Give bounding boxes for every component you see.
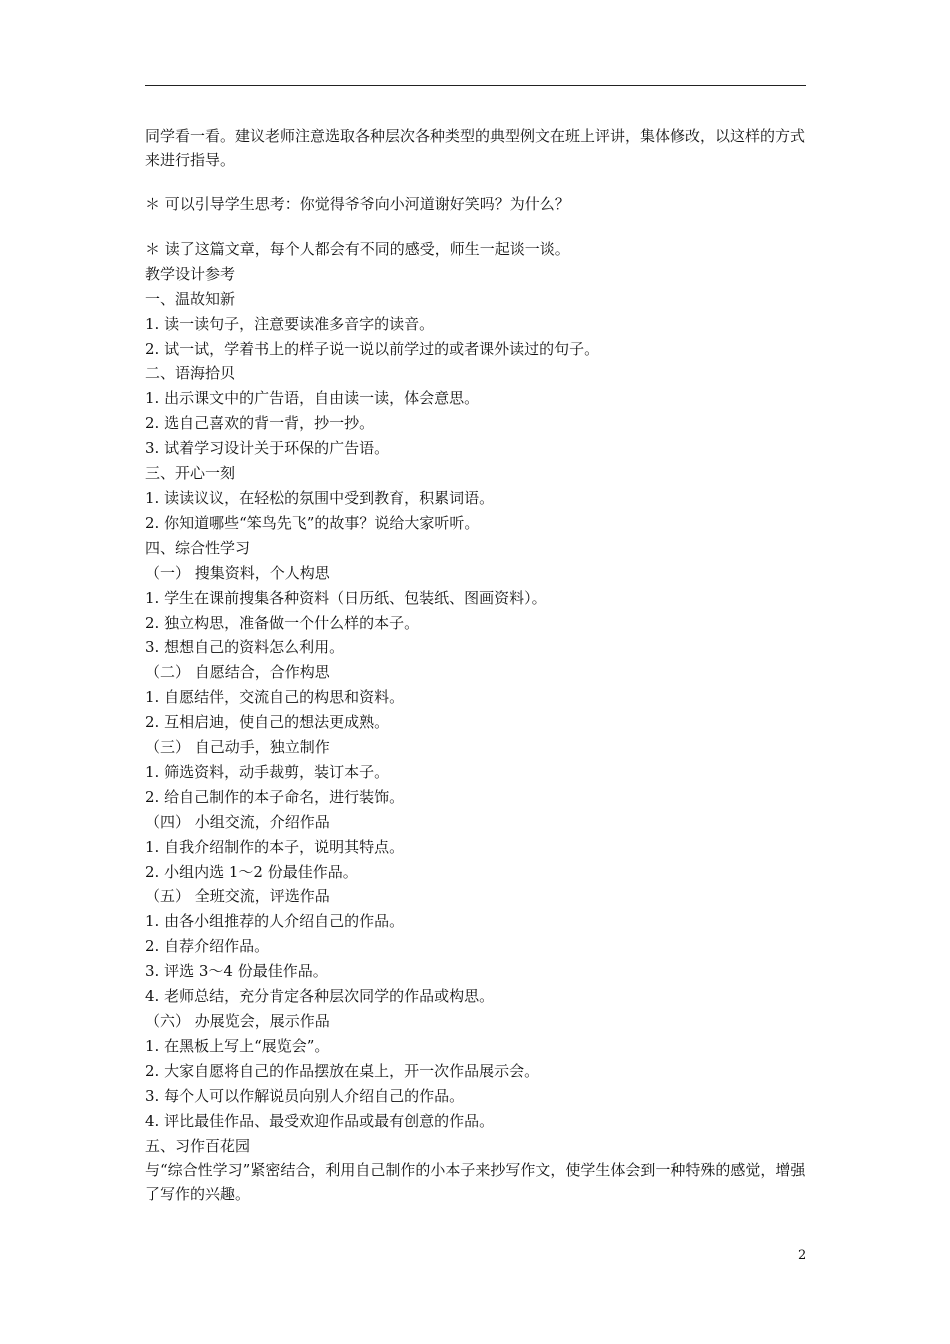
lesson-line: 4. 评比最佳作品、最受欢迎作品或最有创意的作品。 [145, 1111, 495, 1130]
closing-paragraph: 与“综合性学习”紧密结合，利用自己制作的小本子来抄写作文，使学生体会到一种特殊的感觉，增强了写作的兴趣。 [145, 1161, 806, 1204]
lesson-line: 二、语海拾贝 [145, 364, 236, 383]
page-number: 2 [798, 1248, 807, 1263]
lesson-line: 3. 想想自己的资料怎么利用。 [145, 638, 345, 657]
lesson-line: 2. 选自己喜欢的背一背，抄一抄。 [145, 414, 375, 433]
intro-paragraph: 同学看一看。建议老师注意选取各种层次各种类型的典型例文在班上评讲，集体修改，以这样的方式来进行指导。 [145, 127, 806, 169]
lesson-line: 一、温故知新 [145, 289, 236, 308]
lesson-line: 2. 大家自愿将自己的作品摆放在桌上，开一次作品展示会。 [145, 1061, 540, 1080]
lesson-line: 2. 你知道哪些“笨鸟先飞”的故事？说给大家听听。 [145, 513, 480, 532]
document-body [145, 124, 809, 1206]
lesson-line: （四） 小组交流，介绍作品 [145, 812, 330, 831]
lesson-line: 2. 独立构思，准备做一个什么样的本子。 [145, 613, 420, 632]
lesson-line: 1. 自愿结伴，交流自己的构思和资料。 [145, 688, 405, 707]
lesson-line: 1. 出示课文中的广告语，自由读一读，体会意思。 [145, 389, 480, 408]
lesson-line: （三） 自己动手，独立制作 [145, 738, 330, 757]
lesson-line: 1. 读一读句子，注意要读准多音字的读音。 [145, 314, 435, 333]
lesson-line: 3. 每个人可以作解说员向别人介绍自己的作品。 [145, 1086, 465, 1105]
header-rule [145, 85, 806, 86]
lesson-line: 2. 小组内选 1～2 份最佳作品。 [145, 862, 358, 881]
lesson-line: 教学设计参考 [145, 264, 236, 283]
lesson-line: 1. 由各小组推荐的人介绍自己的作品。 [145, 912, 405, 931]
lesson-line: （六） 办展览会，展示作品 [145, 1012, 330, 1030]
lesson-plan-lines [145, 262, 809, 1159]
lesson-line: 1. 自我介绍制作的本子，说明其特点。 [145, 837, 405, 856]
lesson-line: 1. 在黑板上写上“展览会”。 [145, 1036, 330, 1055]
lesson-line: 2. 互相启迪，使自己的想法更成熟。 [145, 713, 390, 732]
lesson-line: 1. 读读议议，在轻松的氛围中受到教育，积累词语。 [145, 488, 495, 507]
paragraph-gap [145, 172, 809, 192]
lesson-line: 三、开心一刻 [145, 464, 236, 483]
lesson-line: （一） 搜集资料，个人构思 [145, 563, 330, 582]
lesson-line: 2. 试一试，学着书上的样子说一说以前学过的或者课外读过的句子。 [145, 339, 600, 358]
tip-1: ＊ 可以引导学生思考：你觉得爷爷向小河道谢好笑吗？为什么？ [145, 195, 570, 213]
lesson-line: 1. 学生在课前搜集各种资料（日历纸、包装纸、图画资料）。 [145, 588, 547, 607]
lesson-line: 3. 试着学习设计关于环保的广告语。 [145, 439, 390, 458]
lesson-line: （五） 全班交流，评选作品 [145, 887, 330, 906]
lesson-line: （二） 自愿结合，合作构思 [145, 663, 330, 682]
lesson-line: 2. 自荐介绍作品。 [145, 937, 270, 956]
tip-2: ＊ 读了这篇文章，每个人都会有不同的感受，师生一起谈一谈。 [145, 239, 570, 258]
lesson-line: 2. 给自己制作的本子命名，进行装饰。 [145, 787, 405, 806]
lesson-line: 4. 老师总结，充分肯定各种层次同学的作品或构思。 [145, 987, 495, 1006]
paragraph-gap [145, 217, 809, 237]
lesson-line: 五、习作百花园 [145, 1136, 251, 1155]
lesson-line: 四、综合性学习 [145, 538, 251, 557]
lesson-line: 1. 筛选资料，动手裁剪，装订本子。 [145, 762, 390, 781]
lesson-line: 3. 评选 3～4 份最佳作品。 [145, 962, 328, 981]
